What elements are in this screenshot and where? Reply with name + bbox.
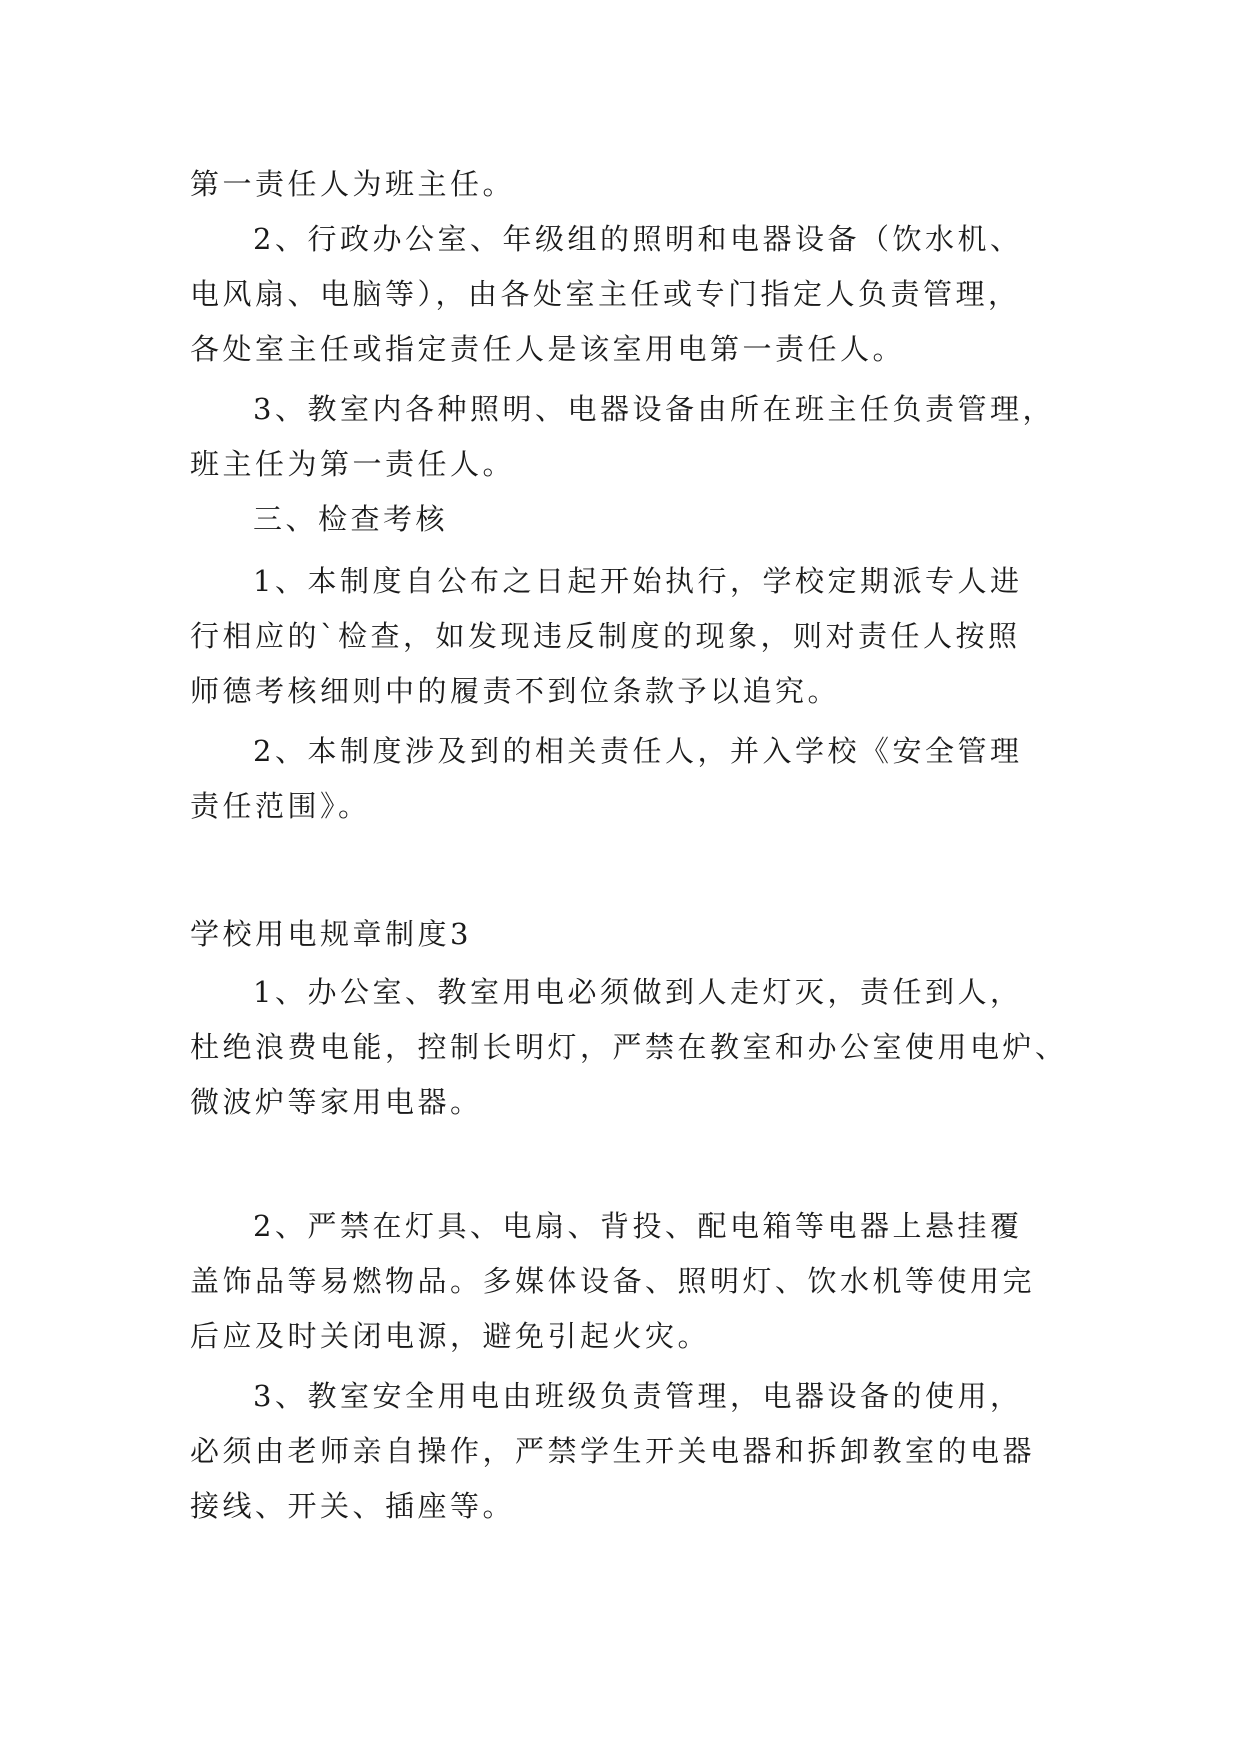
section-heading: 三、检查考核 <box>253 502 449 536</box>
body-text-line: 师德考核细则中的履责不到位条款予以追究。 <box>190 674 841 708</box>
body-text-line: 杜绝浪费电能，控制长明灯，严禁在教室和办公室使用电炉、 <box>190 1030 1068 1064</box>
body-text-line: 接线、开关、插座等。 <box>190 1489 516 1523</box>
body-text-line: 2、严禁在灯具、电扇、背投、配电箱等电器上悬挂覆 <box>253 1209 1023 1243</box>
body-text-line: 1、办公室、教室用电必须做到人走灯灭，责任到人， <box>253 975 1023 1009</box>
body-text-line: 后应及时关闭电源，避免引起火灾。 <box>190 1319 711 1353</box>
body-text-line: 3、教室内各种照明、电器设备由所在班主任负责管理， <box>253 392 1055 426</box>
body-text-line: 微波炉等家用电器。 <box>190 1085 483 1119</box>
body-text-line: 盖饰品等易燃物品。多媒体设备、照明灯、饮水机等使用完 <box>190 1264 1036 1298</box>
body-text-line: 3、教室安全用电由班级负责管理，电器设备的使用， <box>253 1379 1023 1413</box>
body-text-line: 电风扇、电脑等），由各处室主任或专门指定人负责管理， <box>190 277 1021 311</box>
body-text-line: 2、行政办公室、年级组的照明和电器设备（饮水机、 <box>253 222 1023 256</box>
body-text-line: 第一责任人为班主任。 <box>190 167 516 201</box>
body-text-line: 必须由老师亲自操作，严禁学生开关电器和拆卸教室的电器 <box>190 1434 1036 1468</box>
body-text-line: 各处室主任或指定责任人是该室用电第一责任人。 <box>190 332 906 366</box>
body-text-line: 行相应的`检查，如发现违反制度的现象，则对责任人按照 <box>190 619 1021 653</box>
body-text-line: 1、本制度自公布之日起开始执行，学校定期派专人进 <box>253 564 1023 598</box>
document-title: 学校用电规章制度3 <box>190 917 472 951</box>
body-text-line: 2、本制度涉及到的相关责任人，并入学校《安全管理 <box>253 734 1023 768</box>
body-text-line: 班主任为第一责任人。 <box>190 447 516 481</box>
body-text-line: 责任范围》。 <box>190 789 371 823</box>
